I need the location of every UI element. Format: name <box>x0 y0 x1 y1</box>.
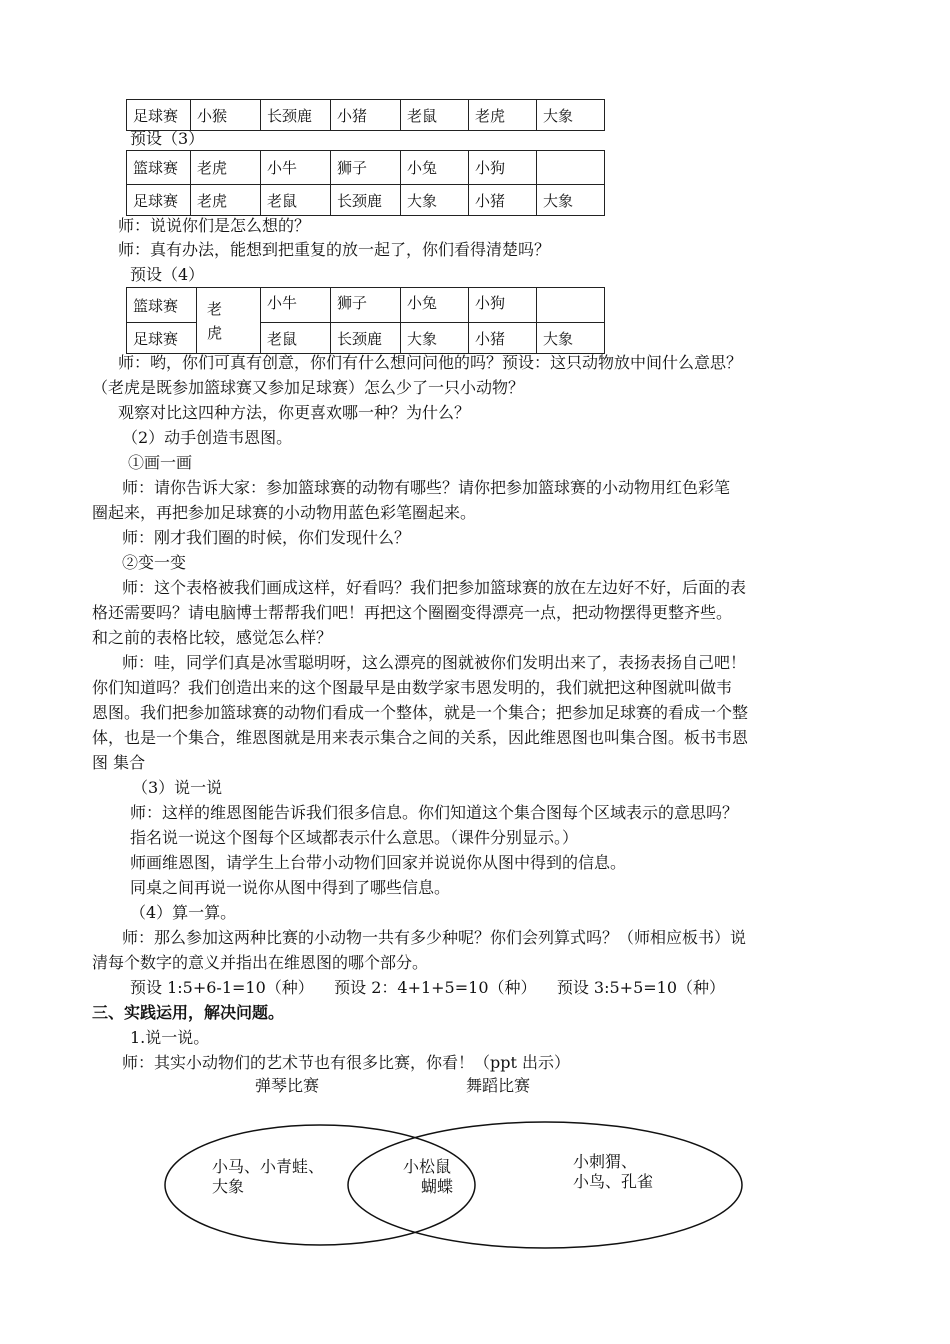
preset3-label: 预设（3） <box>130 129 205 148</box>
table-cell: 小猪 <box>331 100 401 131</box>
paragraph: 师：哟，你们可真有创意，你们有什么想问问他的吗？预设：这只动物放中间什么意思？ <box>118 353 743 372</box>
paragraph: 师：这个表格被我们画成这样，好看吗？我们把参加篮球赛的放在左边好不好，后面的表 <box>122 578 747 597</box>
venn-both-line1: 小松鼠 <box>403 1157 452 1176</box>
paragraph: ①画一画 <box>128 453 193 472</box>
paragraph: 图 集合 <box>92 753 146 772</box>
table-cell: 小猪 <box>469 185 537 216</box>
paragraph: （3）说一说 <box>132 778 223 797</box>
table-cell: 老虎 <box>191 185 261 216</box>
venn-left-title: 弹琴比赛 <box>255 1076 320 1095</box>
venn-right-title: 舞蹈比赛 <box>466 1076 531 1095</box>
table-cell: 老鼠 <box>261 185 331 216</box>
paragraph: 圈起来，再把参加足球赛的小动物用蓝色彩笔圈起来。 <box>92 503 477 522</box>
paragraph: 同桌之间再说一说你从图中得到了哪些信息。 <box>130 878 451 897</box>
venn-both-line2: 蝴蝶 <box>421 1177 454 1196</box>
table-cell: 足球赛 <box>127 323 197 354</box>
paragraph: （4）算一算。 <box>130 903 237 922</box>
table-cell: 小狗 <box>469 151 537 185</box>
venn-left-only-line1: 小马、小青蛙、 <box>212 1157 325 1176</box>
venn-right-only-line2: 小鸟、孔雀 <box>573 1172 654 1191</box>
table-cell: 篮球赛 <box>127 288 197 323</box>
paragraph: （老虎是既参加篮球赛又参加足球赛）怎么少了一只小动物？ <box>92 378 525 397</box>
table-cell: 狮子 <box>331 288 401 323</box>
table-cell: 长颈鹿 <box>331 323 401 354</box>
preset4-label: 预设（4） <box>130 265 205 284</box>
paragraph: ②变一变 <box>122 553 187 572</box>
section-heading: 三、实践运用，解决问题。 <box>92 1003 285 1022</box>
table-cell: 老虎 <box>191 151 261 185</box>
paragraph: 师：真有办法，能想到把重复的放一起了，你们看得清楚吗？ <box>118 240 551 259</box>
paragraph: 师：说说你们是怎么想的？ <box>118 216 311 235</box>
paragraph: 预设 1:5+6-1=10（种） 预设 2：4+1+5=10（种） 预设 3:5+5=10（种） <box>130 978 726 997</box>
paragraph: 指名说一说这个图每个区域都表示什么意思。（课件分别显示。） <box>130 828 579 847</box>
venn-right-circle <box>348 1122 742 1248</box>
paragraph: （2）动手创造韦恩图。 <box>122 428 293 447</box>
shared-top: 老 <box>207 299 223 318</box>
paragraph: 清每个数字的意义并指出在维恩图的哪个部分。 <box>92 953 429 972</box>
paragraph: 和之前的表格比较，感觉怎么样？ <box>92 628 333 647</box>
paragraph: 恩图。我们把参加篮球赛的动物们看成一个整体，就是一个集合；把参加足球赛的看成一个整 <box>92 703 749 722</box>
table-cell: 小狗 <box>469 288 537 323</box>
table-cell: 小牛 <box>261 288 331 323</box>
table-cell: 小兔 <box>401 288 469 323</box>
paragraph: 师画维恩图，请学生上台带小动物们回家并说说你从图中得到的信息。 <box>130 853 627 872</box>
table-cell: 小兔 <box>401 151 469 185</box>
paragraph: 体，也是一个集合，维恩图就是用来表示集合之间的关系，因此维恩图也叫集合图。板书韦恩 <box>92 728 749 747</box>
table-cell: 足球赛 <box>127 100 191 131</box>
paragraph: 师：这样的维恩图能告诉我们很多信息。你们知道这个集合图每个区域表示的意思吗？ <box>130 803 739 822</box>
paragraph: 师：那么参加这两种比赛的小动物一共有多少种呢？你们会列算式吗？（师相应板书）说 <box>122 928 747 947</box>
table-cell: 足球赛 <box>127 185 191 216</box>
paragraph: 师：哇，同学们真是冰雪聪明呀，这么漂亮的图就被你们发明出来了，表扬表扬自己吧！ <box>122 653 747 672</box>
table-cell: 大象 <box>537 185 605 216</box>
paragraph: 师：其实小动物们的艺术节也有很多比赛，你看！（ppt 出示） <box>122 1053 571 1072</box>
table-cell: 老虎 <box>469 100 537 131</box>
table-cell: 大象 <box>537 100 605 131</box>
venn-right-only-line1: 小刺猬、 <box>573 1152 638 1171</box>
table-cell: 小猪 <box>469 323 537 354</box>
table-cell: 狮子 <box>331 151 401 185</box>
table-cell: 小猴 <box>191 100 261 131</box>
paragraph: 师：请你告诉大家：参加篮球赛的动物有哪些？请你把参加篮球赛的小动物用红色彩笔 <box>122 478 731 497</box>
table-cell: 小牛 <box>261 151 331 185</box>
table-cell: 老鼠 <box>261 323 331 354</box>
table-cell: 大象 <box>401 185 469 216</box>
table-cell: 大象 <box>401 323 469 354</box>
table-cell: 长颈鹿 <box>331 185 401 216</box>
shared-bottom: 虎 <box>207 323 223 342</box>
table-cell: 篮球赛 <box>127 151 191 185</box>
table-cell: 大象 <box>537 323 605 354</box>
paragraph: 观察对比这四种方法，你更喜欢哪一种？为什么？ <box>118 403 471 422</box>
paragraph: 师：刚才我们圈的时候，你们发现什么？ <box>122 528 411 547</box>
paragraph: 你们知道吗？我们创造出来的这个图最早是由数学家韦恩发明的，我们就把这种图就叫做韦 <box>92 678 733 697</box>
table-cell: 老鼠 <box>401 100 469 131</box>
venn-left-only-line2: 大象 <box>212 1177 245 1196</box>
table-cell: 长颈鹿 <box>261 100 331 131</box>
paragraph: 1.说一说。 <box>130 1028 210 1047</box>
paragraph: 格还需要吗？请电脑博士帮帮我们吧！再把这个圈圈变得漂亮一点，把动物摆得更整齐些。 <box>92 603 733 622</box>
